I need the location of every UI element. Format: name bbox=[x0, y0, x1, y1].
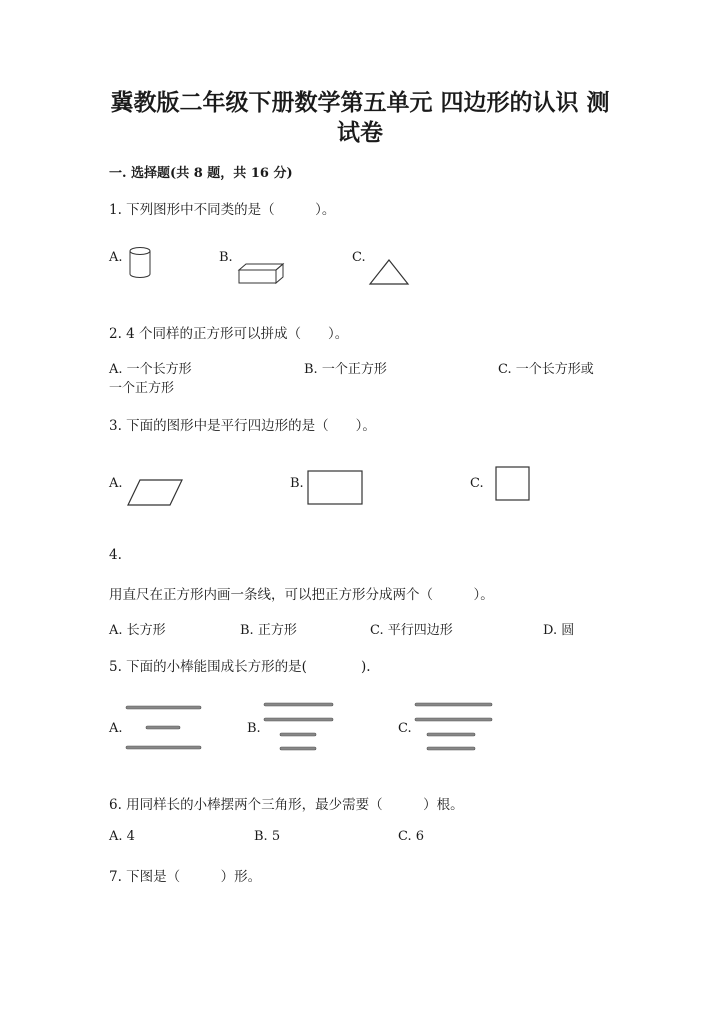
stick bbox=[264, 703, 333, 706]
q2-option-c: C. 一个长方形或 bbox=[498, 362, 594, 377]
stick bbox=[264, 718, 333, 721]
cuboid-icon bbox=[236, 262, 286, 286]
q1-label-b: B. bbox=[219, 250, 233, 265]
q5-label-c: C. bbox=[398, 721, 412, 736]
q1-label-a: A. bbox=[109, 250, 123, 265]
stick bbox=[126, 746, 201, 749]
q6-option-b: B. 5 bbox=[254, 829, 281, 844]
question-4-text: 用直尺在正方形内画一条线，可以把正方形分成两个（ ）。 bbox=[109, 587, 494, 603]
square-icon bbox=[495, 466, 531, 502]
q5-label-a: A. bbox=[109, 721, 123, 736]
question-7-text: 7. 下图是（ ）形。 bbox=[109, 869, 262, 885]
sticks-set-a bbox=[124, 704, 204, 752]
rectangle-icon bbox=[307, 470, 365, 506]
q3-label-a: A. bbox=[109, 476, 123, 491]
q4-option-d: D. 圆 bbox=[543, 623, 575, 638]
stick bbox=[427, 747, 475, 750]
q5-label-b: B. bbox=[247, 721, 261, 736]
question-4-number: 4. bbox=[109, 547, 122, 563]
q6-option-a: A. 4 bbox=[109, 829, 135, 844]
q6-option-c: C. 6 bbox=[398, 829, 425, 844]
question-3-text: 3. 下面的图形中是平行四边形的是（ ）。 bbox=[109, 418, 376, 434]
question-1-text: 1. 下列图形中不同类的是（ ）。 bbox=[109, 202, 336, 218]
stick bbox=[427, 733, 475, 736]
stick bbox=[126, 706, 201, 709]
q1-label-c: C. bbox=[352, 250, 366, 265]
question-6-text: 6. 用同样长的小棒摆两个三角形，最少需要（ ）根。 bbox=[109, 797, 464, 813]
q2-option-c-continued: 一个正方形 bbox=[109, 381, 175, 396]
question-2-text: 2. 4 个同样的正方形可以拼成（ ）。 bbox=[109, 326, 349, 342]
q2-option-b: B. 一个正方形 bbox=[304, 362, 387, 377]
q2-option-a: A. 一个长方形 bbox=[109, 362, 192, 377]
triangle-icon bbox=[368, 258, 410, 286]
stick bbox=[146, 726, 180, 729]
stick bbox=[280, 733, 316, 736]
q4-option-b: B. 正方形 bbox=[240, 623, 297, 638]
parallelogram-icon bbox=[126, 478, 186, 508]
stick bbox=[415, 703, 492, 706]
stick bbox=[280, 747, 316, 750]
q3-label-b: B. bbox=[290, 476, 304, 491]
section-heading: 一. 选择题(共 8 题，共 16 分) bbox=[109, 166, 293, 181]
page-title-line-1: 冀教版二年级下册数学第五单元 四边形的认识 测 bbox=[110, 89, 610, 116]
page-title-line-2: 试卷 bbox=[337, 119, 383, 146]
cylinder-icon bbox=[128, 246, 154, 280]
q4-option-c: C. 平行四边形 bbox=[370, 623, 453, 638]
sticks-set-c bbox=[413, 701, 495, 757]
q3-label-c: C. bbox=[470, 476, 484, 491]
sticks-set-b bbox=[262, 701, 336, 757]
stick bbox=[415, 718, 492, 721]
q4-option-a: A. 长方形 bbox=[109, 623, 166, 638]
question-5-text: 5. 下面的小棒能围成长方形的是( ). bbox=[109, 659, 371, 675]
